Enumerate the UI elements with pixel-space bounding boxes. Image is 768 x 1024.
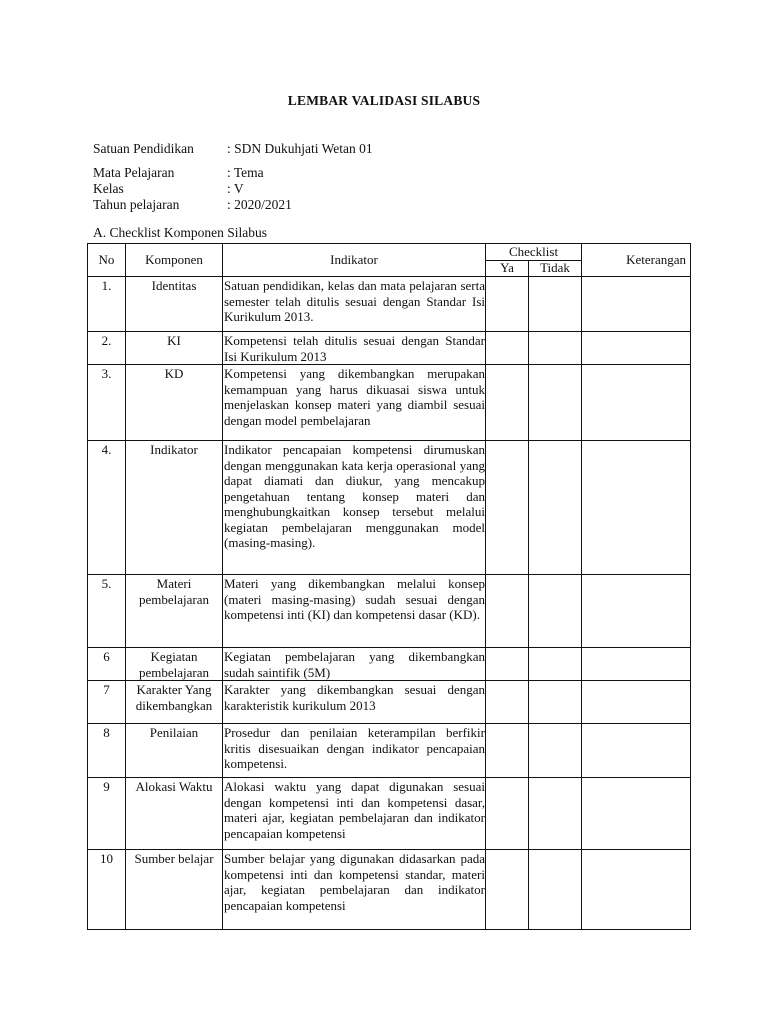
cell-ya[interactable] <box>486 681 529 724</box>
cell-tidak[interactable] <box>529 277 582 332</box>
cell-ya[interactable] <box>486 778 529 850</box>
cell-keterangan[interactable] <box>582 575 691 648</box>
header-no: No <box>88 244 126 277</box>
info-label: Kelas <box>93 181 124 196</box>
cell-komponen: Penilaian <box>126 724 223 778</box>
info-label: Mata Pelajaran <box>93 165 175 180</box>
cell-tidak[interactable] <box>529 724 582 778</box>
cell-keterangan[interactable] <box>582 778 691 850</box>
cell-ya[interactable] <box>486 441 529 575</box>
table-row <box>88 575 691 648</box>
cell-keterangan[interactable] <box>582 365 691 441</box>
header-keterangan: Keterangan <box>582 244 691 277</box>
cell-komponen: Alokasi Waktu <box>126 778 223 850</box>
cell-no: 8 <box>88 724 126 778</box>
cell-indikator: Satuan pendidikan, kelas dan mata pelajaran serta semester telah ditulis sesuai dengan Standar Isi Kurikulum 2013. <box>223 277 486 332</box>
cell-komponen: KD <box>126 365 223 441</box>
cell-no: 1. <box>88 277 126 332</box>
header-indikator: Indikator <box>223 244 486 277</box>
table-row <box>88 648 691 681</box>
table-row <box>88 724 691 778</box>
cell-indikator: Indikator pencapaian kompetensi dirumuskan dengan menggunakan kata kerja operasional yang dapat diamati dan diukur, yang mencakup pengetahuan tentang konsep materi dan menghubungkaitkan konsep tersebut melalui kegiatan pembelajaran menggunakan model (masing-masing). <box>223 441 486 575</box>
cell-tidak[interactable] <box>529 681 582 724</box>
cell-indikator: Materi yang dikembangkan melalui konsep (materi masing-masing) sudah sesuai dengan kompetensi inti (KI) dan kompetensi dasar (KD). <box>223 575 486 648</box>
cell-no: 2. <box>88 332 126 365</box>
table-row <box>88 850 691 930</box>
cell-indikator: Prosedur dan penilaian keterampilan berfikir kritis disesuaikan dengan indikator pencapaian kompetensi. <box>223 724 486 778</box>
cell-keterangan[interactable] <box>582 681 691 724</box>
cell-keterangan[interactable] <box>582 648 691 681</box>
cell-ya[interactable] <box>486 277 529 332</box>
cell-no: 7 <box>88 681 126 724</box>
cell-komponen: Kegiatan pembelajaran <box>126 648 223 681</box>
info-value: : SDN Dukuhjati Wetan 01 <box>227 141 373 156</box>
document-title: LEMBAR VALIDASI SILABUS <box>287 93 481 108</box>
document-info <box>93 141 373 213</box>
cell-no: 10 <box>88 850 126 930</box>
cell-ya[interactable] <box>486 575 529 648</box>
checklist-table <box>87 243 691 930</box>
cell-keterangan[interactable] <box>582 850 691 930</box>
info-value: : 2020/2021 <box>227 197 292 212</box>
cell-tidak[interactable] <box>529 332 582 365</box>
table-row <box>88 441 691 575</box>
cell-no: 9 <box>88 778 126 850</box>
cell-ya[interactable] <box>486 724 529 778</box>
table-header-row <box>88 244 691 261</box>
info-row-kelas <box>93 181 373 197</box>
info-label: Satuan Pendidikan <box>93 141 194 156</box>
cell-komponen: KI <box>126 332 223 365</box>
cell-tidak[interactable] <box>529 778 582 850</box>
cell-ya[interactable] <box>486 332 529 365</box>
cell-komponen: Materi pembelajaran <box>126 575 223 648</box>
cell-indikator: Sumber belajar yang digunakan didasarkan pada kompetensi inti dan kompetensi standar, materi ajar, kegiatan pembelajaran dan indikator pencapaian kompetensi <box>223 850 486 930</box>
cell-no: 3. <box>88 365 126 441</box>
table-row <box>88 778 691 850</box>
table-row <box>88 365 691 441</box>
cell-indikator: Kegiatan pembelajaran yang dikembangkan sudah saintifik (5M) <box>224 649 485 680</box>
cell-keterangan[interactable] <box>582 724 691 778</box>
info-label: Tahun pelajaran <box>93 197 180 212</box>
cell-komponen: Indikator <box>126 441 223 575</box>
cell-ya[interactable] <box>486 850 529 930</box>
cell-komponen: Sumber belajar <box>126 850 223 930</box>
header-komponen: Komponen <box>126 244 223 277</box>
cell-komponen: Karakter Yang dikembangkan <box>126 681 223 724</box>
cell-tidak[interactable] <box>529 850 582 930</box>
cell-no: 6 <box>88 648 126 681</box>
info-row-mata-pelajaran <box>93 165 373 181</box>
table-row <box>88 681 691 724</box>
cell-no: 5. <box>88 575 126 648</box>
cell-ya[interactable] <box>486 365 529 441</box>
cell-keterangan[interactable] <box>582 441 691 575</box>
cell-indikator: Alokasi waktu yang dapat digunakan sesuai dengan kompetensi inti dan kompetensi dasar, materi ajar, kegiatan pembelajaran dan indikator pencapaian kompetensi <box>223 778 486 850</box>
info-row-tahun-pelajaran <box>93 197 373 213</box>
header-ya: Ya <box>486 261 529 277</box>
table-row <box>88 277 691 332</box>
cell-tidak[interactable] <box>529 575 582 648</box>
cell-komponen: Identitas <box>126 277 223 332</box>
cell-tidak[interactable] <box>529 365 582 441</box>
cell-indikator: Karakter yang dikembangkan sesuai dengan karakteristik kurikulum 2013 <box>223 681 486 724</box>
info-row-satuan-pendidikan <box>93 141 373 157</box>
table-row <box>88 332 691 365</box>
header-tidak: Tidak <box>529 261 582 277</box>
cell-keterangan[interactable] <box>582 332 691 365</box>
cell-indikator: Kompetensi telah ditulis sesuai dengan Standar Isi Kurikulum 2013 <box>224 333 485 364</box>
header-checklist: Checklist <box>486 244 582 261</box>
cell-ya[interactable] <box>486 648 529 681</box>
cell-keterangan[interactable] <box>582 277 691 332</box>
cell-indikator: Kompetensi yang dikembangkan merupakan kemampuan yang harus dikuasai siswa untuk menjelaskan konsep materi yang diambil sesuai dengan model pembelajaran <box>223 365 486 441</box>
section-title: A. Checklist Komponen Silabus <box>93 225 267 240</box>
info-value: : V <box>227 181 244 196</box>
info-value: : Tema <box>227 165 264 180</box>
cell-tidak[interactable] <box>529 648 582 681</box>
cell-tidak[interactable] <box>529 441 582 575</box>
cell-no: 4. <box>88 441 126 575</box>
